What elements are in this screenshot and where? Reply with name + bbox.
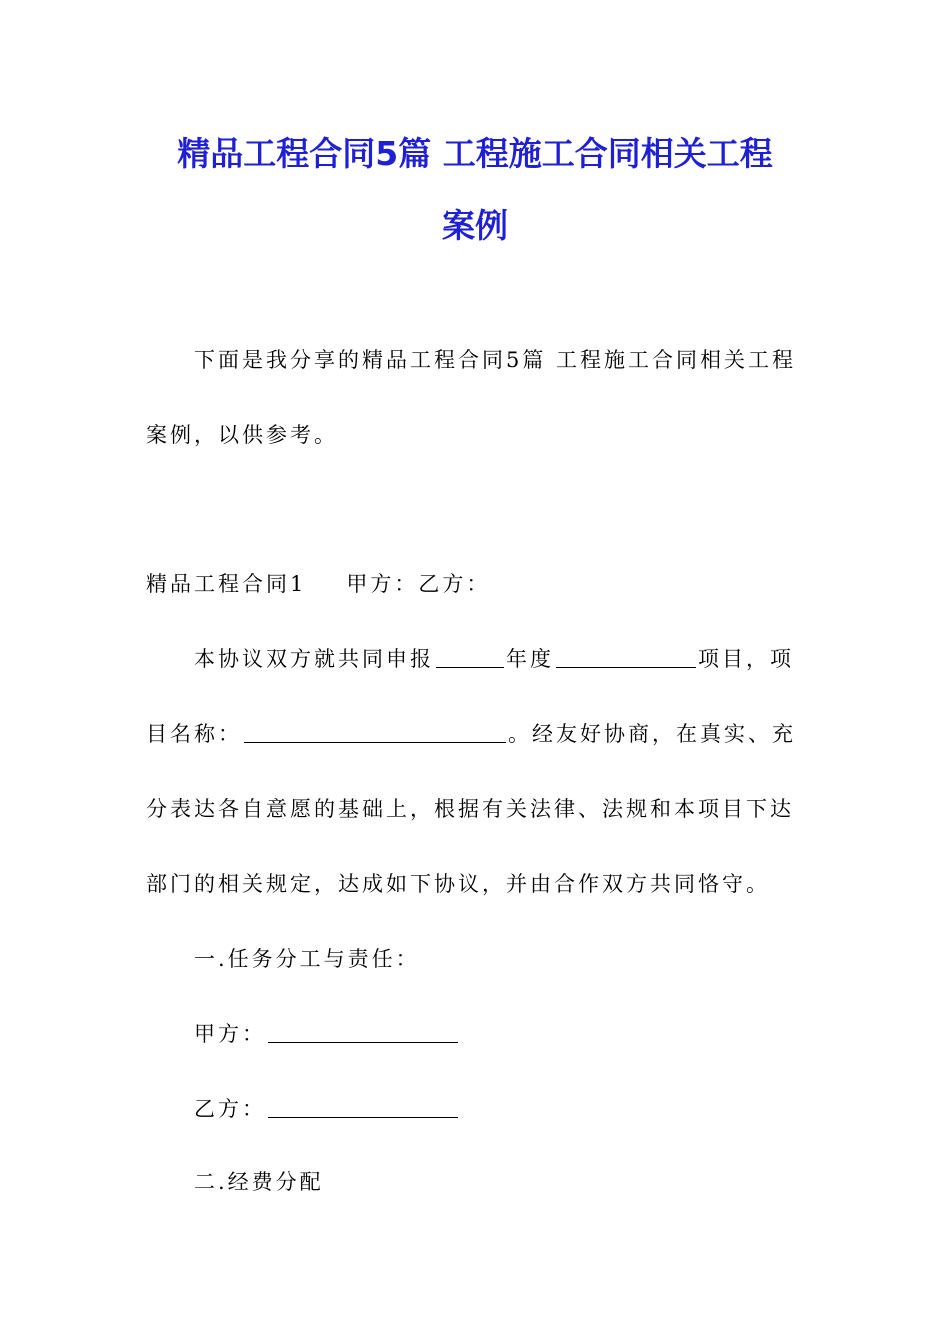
paragraph-1-line-4: 部门的相关规定，达成如下协议，并由合作双方共同恪守。 [146,872,770,896]
party-a-label: 甲方： [194,1022,266,1046]
parties-label: 甲方：乙方： [346,572,491,596]
paragraph-1-line-3: 分表达各自意愿的基础上，根据有关法律、法规和本项目下达 [146,797,794,821]
p2-text-b: 。经友好协商，在真实、充 [508,722,796,746]
p1-text-c: 项目，项 [698,647,794,671]
document-title-line-1: 精品工程合同5篇 工程施工合同相关工程 [177,134,773,173]
p1-text-b: 年度 [506,647,554,671]
party-b-line [194,1095,460,1123]
project-name-blank [244,722,506,743]
paragraph-1-line-1 [194,645,794,673]
contract-1-heading: 精品工程合同1 [146,572,307,596]
intro-line-1: 下面是我分享的精品工程合同5篇 工程施工合同相关工程 [194,348,797,372]
p2-text-a: 目名称： [146,722,242,746]
year-blank [436,647,504,668]
p1-text-a: 本协议双方就共同申报 [194,647,434,671]
document-title-line-2: 案例 [442,206,508,245]
contract-1-heading-line [146,570,490,598]
section-2-heading: 二.经费分配 [194,1170,324,1194]
paragraph-1-line-2 [146,720,796,748]
project-blank [556,647,696,668]
party-a-line [194,1020,460,1048]
party-b-label: 乙方： [194,1097,266,1121]
party-b-blank [268,1097,458,1118]
party-a-blank [268,1022,458,1043]
section-1-heading: 一.任务分工与责任： [194,947,420,971]
intro-line-2: 案例，以供参考。 [146,423,338,447]
